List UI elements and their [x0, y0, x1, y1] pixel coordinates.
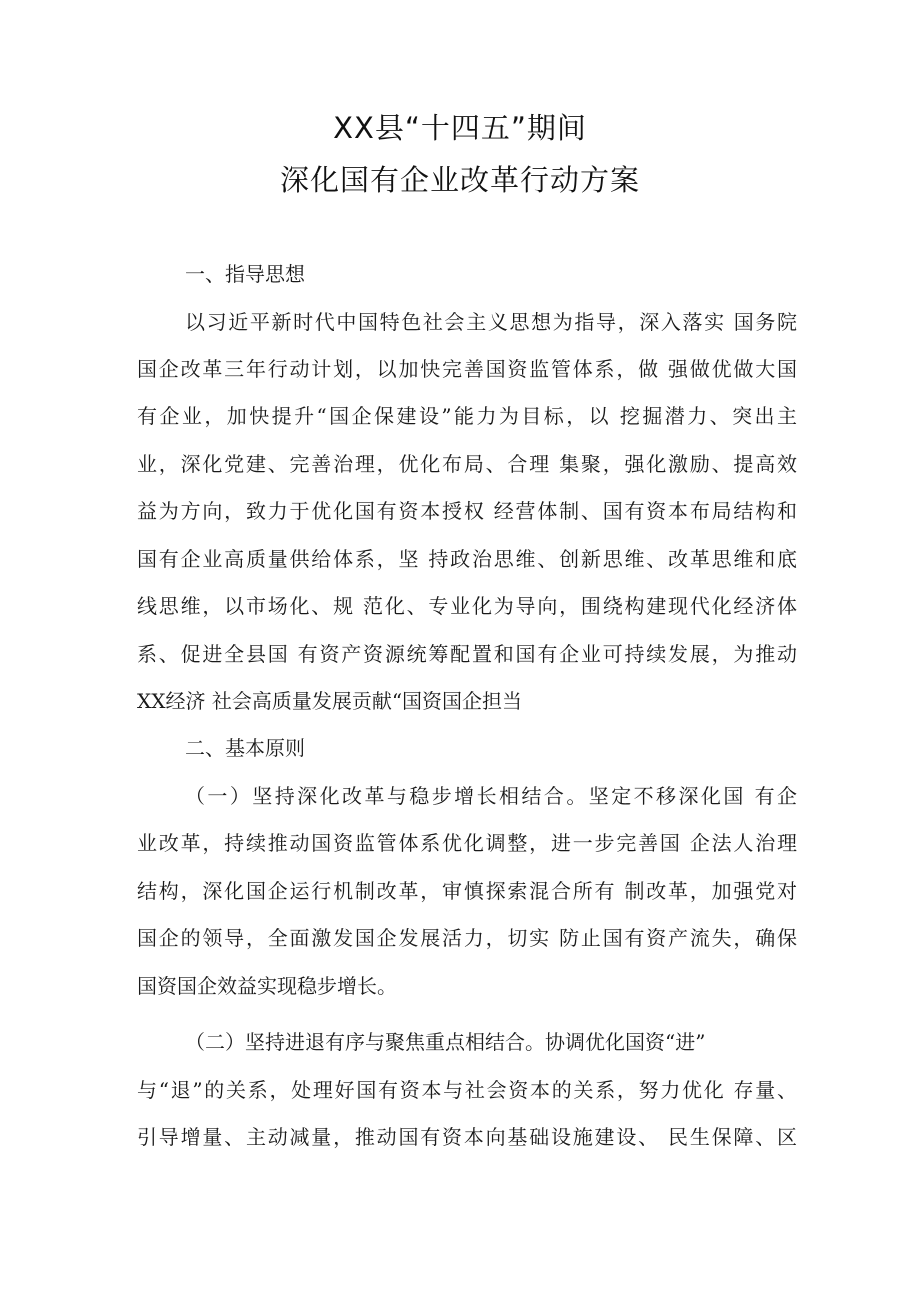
paragraph-line: 以习近平新时代中国特色社会主义思想为指导，深入落实 国务院	[185, 310, 797, 334]
paragraph-line: 益为方向，致力于优化国有资本授权 经营体制、国有资本布局结构和	[137, 499, 797, 523]
paragraph-line: XX经济 社会高质量发展贡献“国资国企担当	[137, 689, 523, 713]
paragraph-line: 国资国企效益实现稳步增长。	[137, 974, 397, 998]
paragraph-line: （二）坚持进退有序与聚焦重点相结合。协调优化国资“进”	[185, 1030, 706, 1054]
paragraph-line: 结构，深化国企运行机制改革，审慎探索混合所有 制改革，加强党对	[137, 879, 797, 903]
document-title-line-2: 深化国有企业改革行动方案	[279, 163, 640, 197]
paragraph-line: 国有企业高质量供给体系，坚 持政治思维、创新思维、改革思维和底	[137, 547, 797, 571]
paragraph-line: 业，深化党建、完善治理，优化布局、合理 集聚，强化激励、提高效	[137, 452, 797, 476]
paragraph-line: （一）坚持深化改革与稳步增长相结合。坚定不移深化国 有企	[185, 784, 797, 808]
paragraph-line: 有企业，加快提升“国企保建设”能力为目标，以 挖掘潜力、突出主	[137, 404, 797, 428]
section-heading-basic-principles: 二、基本原则	[185, 736, 305, 760]
section-heading-guiding-ideology: 一、指导思想	[185, 262, 305, 286]
paragraph-line: 线思维，以市场化、规 范化、专业化为导向，围绕构建现代化经济体	[137, 594, 797, 618]
paragraph-line: 业改革，持续推动国资监管体系优化调整，进一步完善国 企法人治理	[137, 831, 797, 855]
paragraph-line: 引导增量、主动减量，推动国有资本向基础设施建设、 民生保障、区	[137, 1125, 797, 1149]
paragraph-line: 系、促进全县国 有资产资源统筹配置和国有企业可持续发展，为推动	[137, 642, 797, 666]
paragraph-line: 国企的领导，全面激发国企发展活力，切实 防止国有资产流失，确保	[137, 926, 797, 950]
document-title-line-1: XX县“十四五”期间	[333, 111, 587, 145]
paragraph-line: 与“退”的关系，处理好国有资本与社会资本的关系，努力优化 存量、	[137, 1078, 797, 1102]
paragraph-line: 国企改革三年行动计划，以加快完善国资监管体系，做 强做优做大国	[137, 357, 797, 381]
